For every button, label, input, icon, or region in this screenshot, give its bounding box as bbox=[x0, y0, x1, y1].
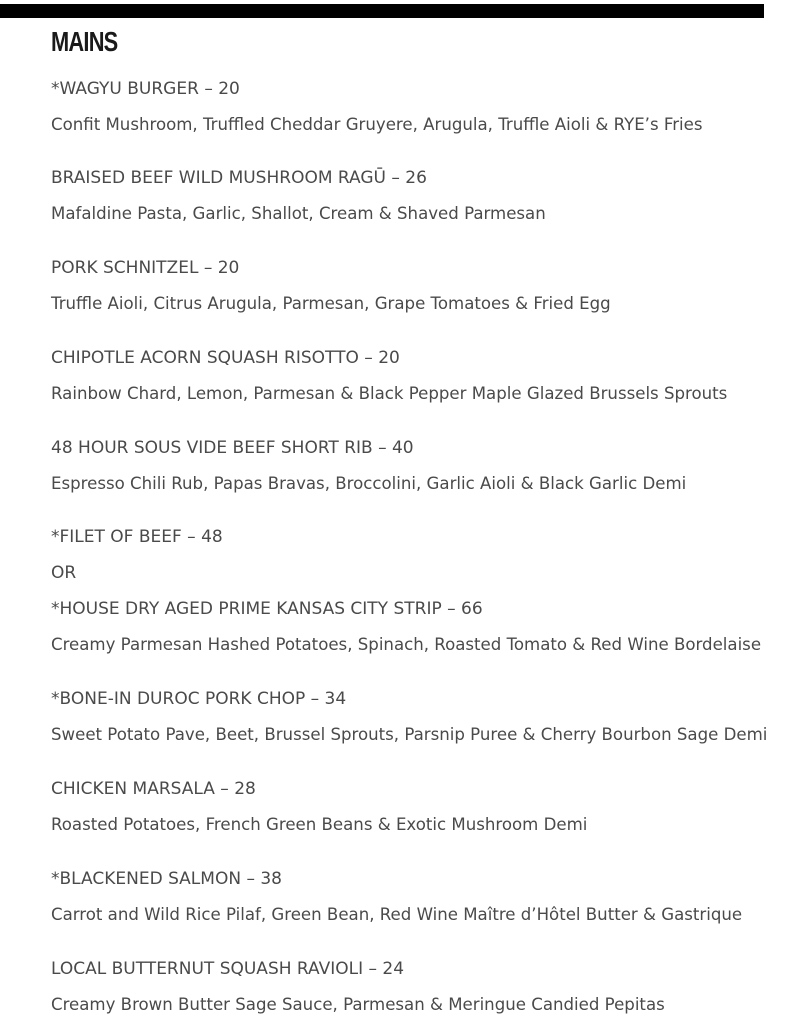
menu-item-description: Creamy Brown Butter Sage Sauce, Parmesan & Meringue Candied Pepitas bbox=[51, 995, 665, 1014]
menu-item-or-separator: OR bbox=[51, 563, 77, 583]
top-divider-bar bbox=[0, 4, 764, 18]
menu-item-name: *WAGYU BURGER – 20 bbox=[51, 79, 240, 99]
menu-item-description: Rainbow Chard, Lemon, Parmesan & Black Pepper Maple Glazed Brussels Sprouts bbox=[51, 384, 728, 403]
menu-item-name: *FILET OF BEEF – 48 bbox=[51, 527, 223, 547]
menu-item-name: LOCAL BUTTERNUT SQUASH RAVIOLI – 24 bbox=[51, 959, 405, 979]
menu-item-description: Carrot and Wild Rice Pilaf, Green Bean, Red Wine Maître d’Hôtel Butter & Gastrique bbox=[51, 905, 743, 924]
menu-item-description: Sweet Potato Pave, Beet, Brussel Sprouts, Parsnip Puree & Cherry Bourbon Sage Demi bbox=[51, 725, 768, 744]
menu-item-name: *BLACKENED SALMON – 38 bbox=[51, 869, 282, 889]
menu-item-name: PORK SCHNITZEL – 20 bbox=[51, 258, 240, 278]
menu-item-description: Espresso Chili Rub, Papas Bravas, Broccolini, Garlic Aioli & Black Garlic Demi bbox=[51, 474, 687, 493]
menu-item-description: Roasted Potatoes, French Green Beans & Exotic Mushroom Demi bbox=[51, 815, 588, 834]
menu-item-description: Truffle Aioli, Citrus Arugula, Parmesan, Grape Tomatoes & Fried Egg bbox=[51, 294, 611, 313]
menu-item-name: 48 HOUR SOUS VIDE BEEF SHORT RIB – 40 bbox=[51, 438, 414, 458]
menu-item-name: CHICKEN MARSALA – 28 bbox=[51, 779, 256, 799]
menu-item-name: CHIPOTLE ACORN SQUASH RISOTTO – 20 bbox=[51, 348, 400, 368]
menu-item-description: Mafaldine Pasta, Garlic, Shallot, Cream & Shaved Parmesan bbox=[51, 204, 546, 223]
menu-item-name: BRAISED BEEF WILD MUSHROOM RAGŪ – 26 bbox=[51, 168, 427, 188]
menu-item-alt-name: *HOUSE DRY AGED PRIME KANSAS CITY STRIP – 66 bbox=[51, 599, 483, 619]
menu-item-name: *BONE-IN DUROC PORK CHOP – 34 bbox=[51, 689, 347, 709]
menu-item-description: Confit Mushroom, Truffled Cheddar Gruyere, Arugula, Truffle Aioli & RYE’s Fries bbox=[51, 115, 703, 134]
menu-item-description: Creamy Parmesan Hashed Potatoes, Spinach, Roasted Tomato & Red Wine Bordelaise bbox=[51, 635, 762, 654]
section-title: MAINS bbox=[51, 26, 118, 57]
